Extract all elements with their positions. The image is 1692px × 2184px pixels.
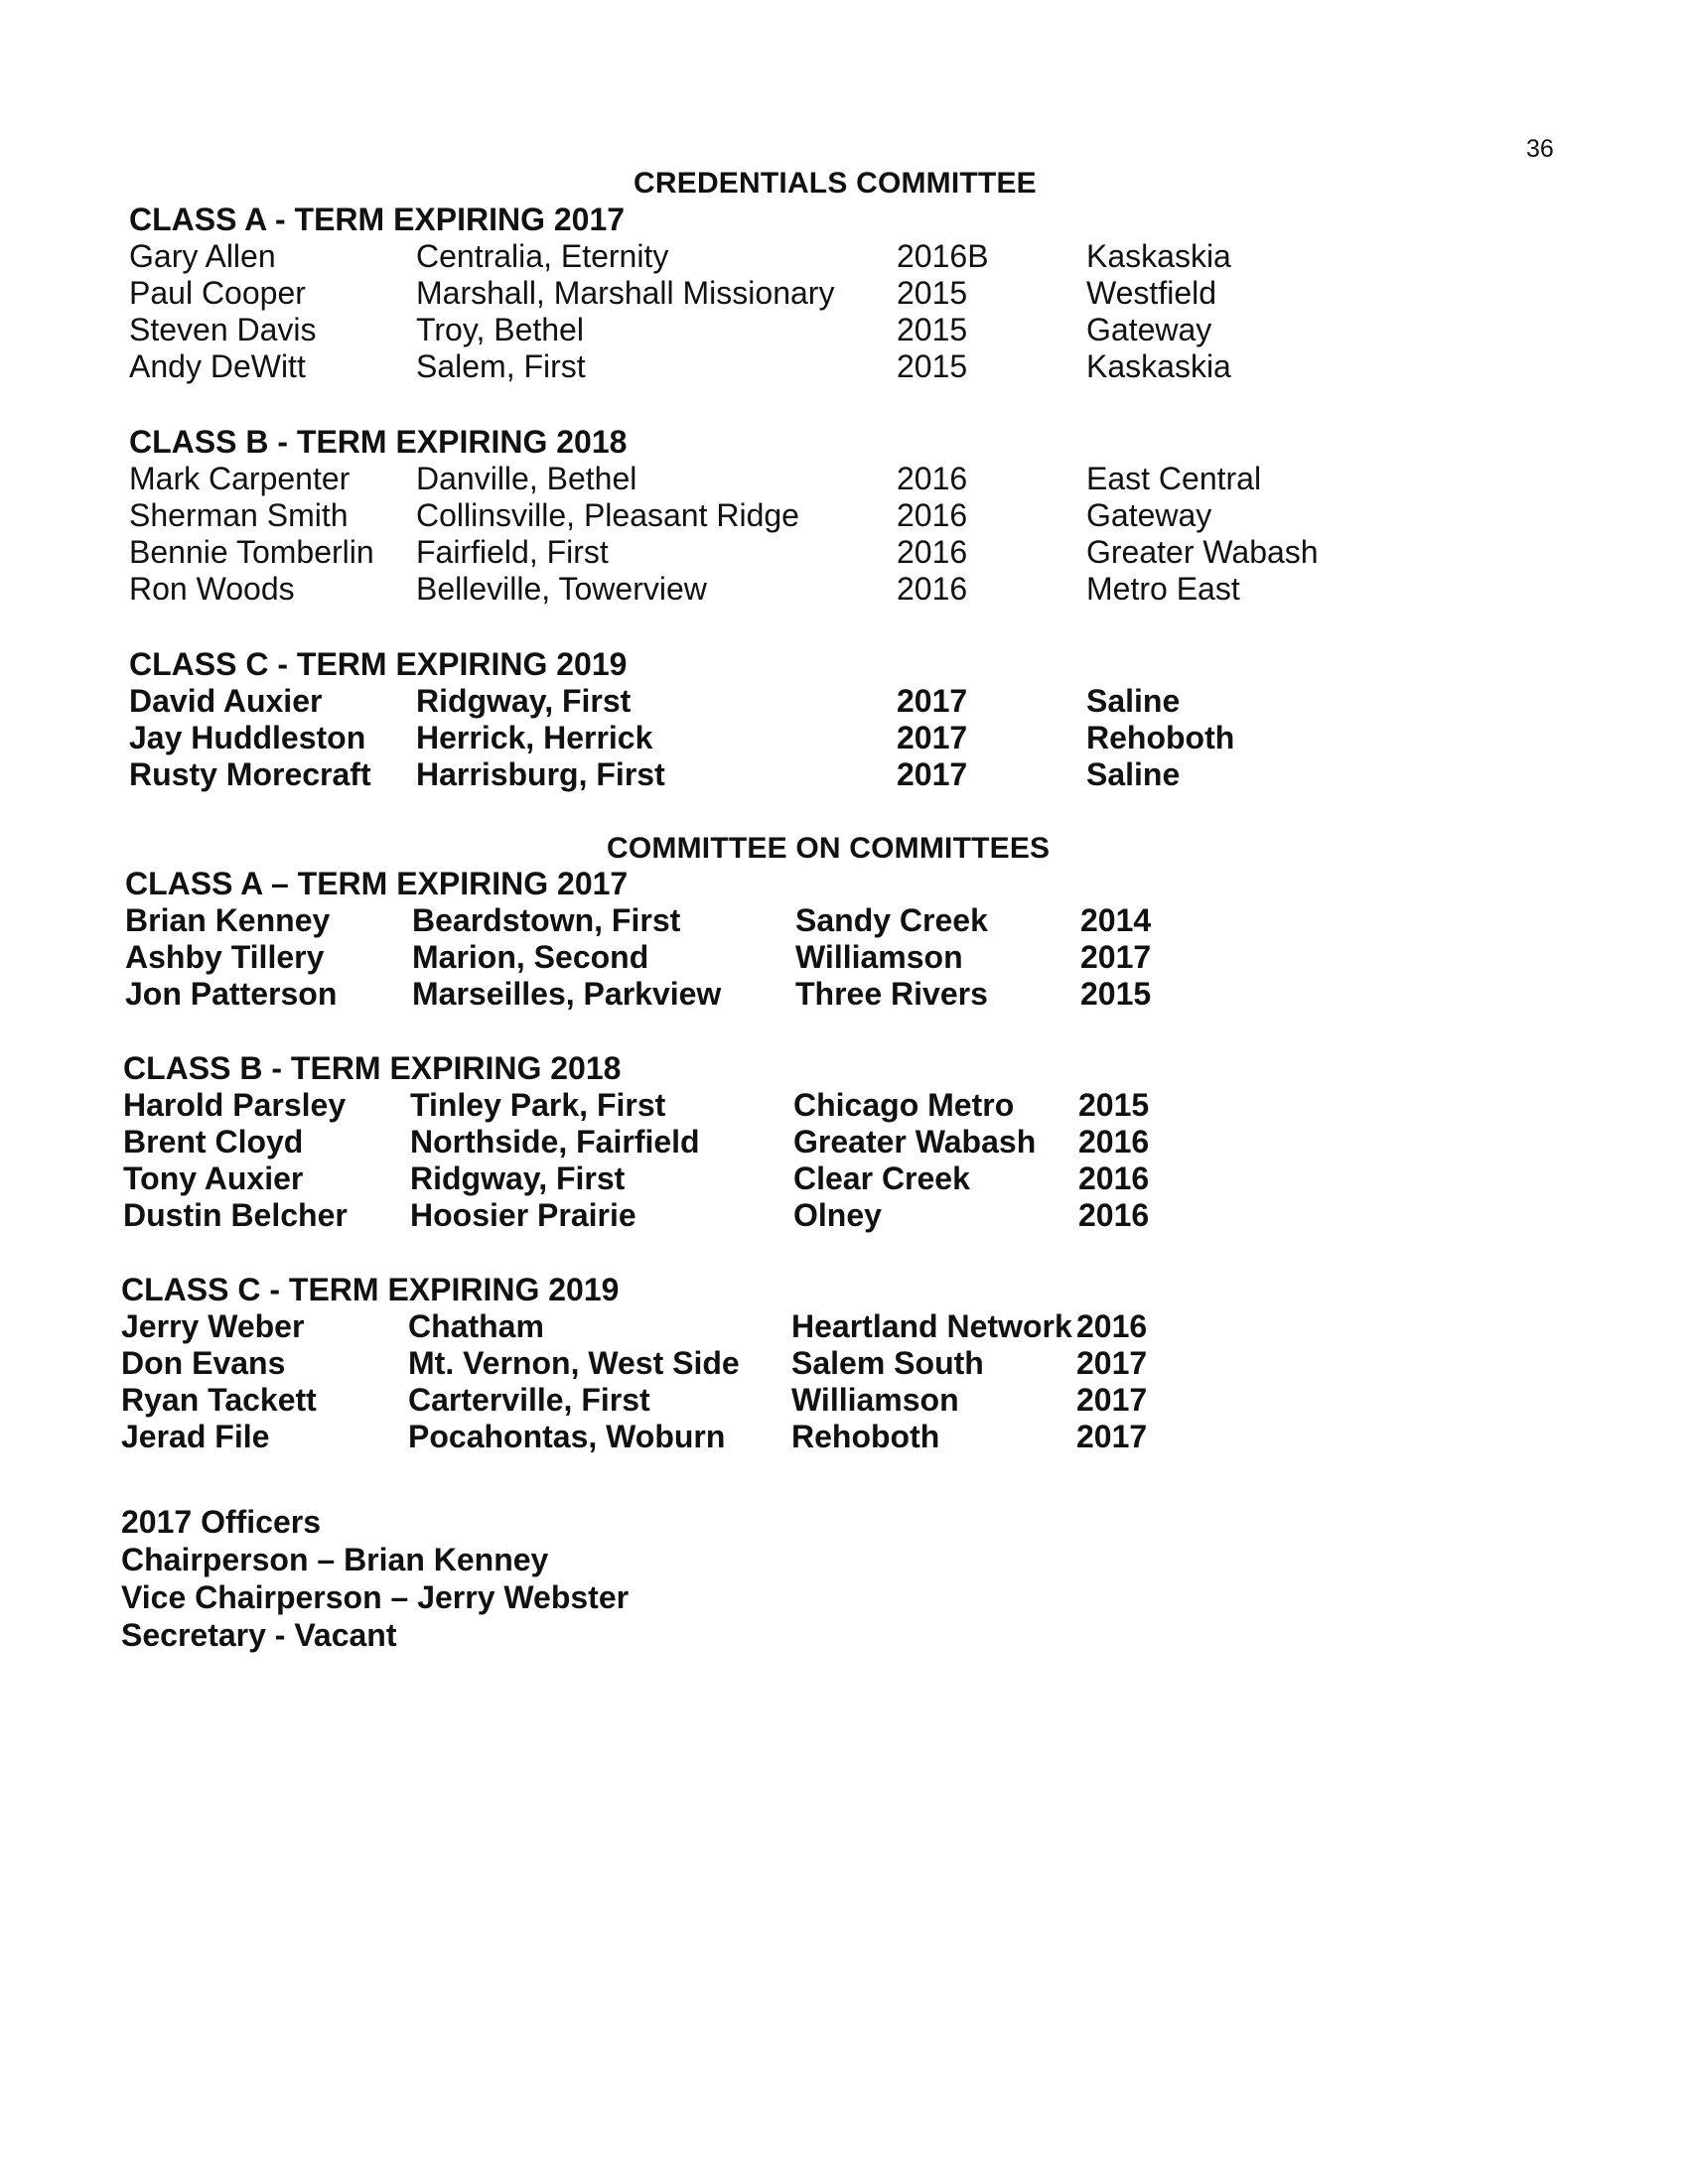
member-church: Fairfield, First: [416, 534, 609, 570]
officers-heading: 2017 Officers: [121, 1504, 322, 1540]
member-association: Greater Wabash: [793, 1124, 1037, 1160]
member-church: Mt. Vernon, West Side: [408, 1345, 740, 1381]
member-year: 2017: [897, 683, 968, 719]
member-name: Harold Parsley: [123, 1087, 347, 1123]
member-church: Harrisburg, First: [416, 756, 665, 792]
member-year: 2015: [897, 312, 968, 347]
member-church: Belleville, Towerview: [416, 571, 707, 607]
member-name: David Auxier: [129, 683, 323, 719]
member-association: Gateway: [1086, 312, 1212, 347]
member-association: Heartland Network: [791, 1308, 1072, 1344]
member-church: Marseilles, Parkview: [412, 976, 722, 1012]
member-association: Saline: [1086, 756, 1181, 792]
member-association: Kaskaskia: [1086, 238, 1231, 274]
member-year: 2016: [897, 534, 968, 570]
credentials-class-c-heading: CLASS C - TERM EXPIRING 2019: [129, 646, 628, 682]
member-name: Dustin Belcher: [123, 1197, 348, 1233]
member-church: Troy, Bethel: [416, 312, 584, 347]
member-name: Rusty Morecraft: [129, 756, 371, 792]
member-association: Three Rivers: [795, 976, 988, 1012]
member-association: Gateway: [1086, 497, 1212, 533]
member-association: Clear Creek: [793, 1160, 970, 1196]
member-church: Carterville, First: [408, 1382, 650, 1418]
member-church: Pocahontas, Woburn: [408, 1419, 726, 1454]
member-association: Rehoboth: [791, 1419, 940, 1454]
member-name: Sherman Smith: [129, 497, 349, 533]
member-year: 2015: [1078, 1087, 1150, 1123]
member-name: Paul Cooper: [129, 275, 306, 311]
member-name: Jerad File: [121, 1419, 270, 1454]
member-name: Jay Huddleston: [129, 720, 366, 755]
member-name: Don Evans: [121, 1345, 286, 1381]
member-year: 2017: [1076, 1382, 1148, 1418]
member-association: East Central: [1086, 461, 1262, 496]
member-name: Brian Kenney: [125, 902, 331, 938]
member-name: Mark Carpenter: [129, 461, 351, 496]
member-year: 2014: [1080, 902, 1152, 938]
member-year: 2016B: [897, 238, 989, 274]
member-association: Westfield: [1086, 275, 1217, 311]
officer-secretary: Secretary - Vacant: [121, 1617, 397, 1653]
member-church: Northside, Fairfield: [410, 1124, 700, 1160]
member-church: Ridgway, First: [416, 683, 632, 719]
member-association: Williamson: [795, 939, 963, 975]
member-association: Olney: [793, 1197, 882, 1233]
member-year: 2016: [1078, 1124, 1150, 1160]
member-church: Centralia, Eternity: [416, 238, 669, 274]
member-year: 2017: [897, 756, 968, 792]
committees-class-a-heading: CLASS A – TERM EXPIRING 2017: [125, 866, 629, 901]
member-church: Salem, First: [416, 348, 586, 384]
member-year: 2016: [1076, 1308, 1148, 1344]
member-church: Collinsville, Pleasant Ridge: [416, 497, 799, 533]
committees-class-c-heading: CLASS C - TERM EXPIRING 2019: [121, 1272, 620, 1307]
member-year: 2016: [897, 461, 968, 496]
officer-vice-chairperson: Vice Chairperson – Jerry Webster: [121, 1579, 630, 1615]
page-number: 36: [1526, 135, 1554, 163]
member-name: Brent Cloyd: [123, 1124, 304, 1160]
member-association: Sandy Creek: [795, 902, 988, 938]
committee-on-committees-title: COMMITTEE ON COMMITTEES: [607, 832, 1051, 865]
member-association: Kaskaskia: [1086, 348, 1231, 384]
member-year: 2016: [897, 497, 968, 533]
member-year: 2016: [1078, 1197, 1150, 1233]
member-association: Rehoboth: [1086, 720, 1235, 755]
committees-class-b-heading: CLASS B - TERM EXPIRING 2018: [123, 1050, 622, 1086]
member-church: Danville, Bethel: [416, 461, 637, 496]
member-name: Ryan Tackett: [121, 1382, 317, 1418]
member-association: Williamson: [791, 1382, 959, 1418]
member-church: Marion, Second: [412, 939, 649, 975]
member-name: Gary Allen: [129, 238, 276, 274]
member-name: Tony Auxier: [123, 1160, 304, 1196]
member-church: Hoosier Prairie: [410, 1197, 636, 1233]
member-name: Bennie Tomberlin: [129, 534, 374, 570]
member-year: 2016: [1078, 1160, 1150, 1196]
officers-block: [121, 1503, 629, 1654]
member-year: 2015: [897, 275, 968, 311]
member-association: Saline: [1086, 683, 1181, 719]
member-name: Steven Davis: [129, 312, 317, 347]
member-association: Greater Wabash: [1086, 534, 1319, 570]
member-year: 2017: [1076, 1419, 1148, 1454]
member-name: Jon Patterson: [125, 976, 338, 1012]
member-year: 2015: [1080, 976, 1152, 1012]
credentials-committee-title: CREDENTIALS COMMITTEE: [634, 167, 1037, 200]
member-church: Marshall, Marshall Missionary: [416, 275, 835, 311]
credentials-class-a-heading: CLASS A - TERM EXPIRING 2017: [129, 202, 626, 237]
member-year: 2015: [897, 348, 968, 384]
member-association: Chicago Metro: [793, 1087, 1015, 1123]
officer-chairperson: Chairperson – Brian Kenney: [121, 1542, 549, 1577]
member-church: Tinley Park, First: [410, 1087, 666, 1123]
member-church: Beardstown, First: [412, 902, 681, 938]
member-association: Salem South: [791, 1345, 984, 1381]
member-church: Herrick, Herrick: [416, 720, 653, 755]
member-name: Jerry Weber: [121, 1308, 305, 1344]
member-name: Andy DeWitt: [129, 348, 306, 384]
member-year: 2017: [897, 720, 968, 755]
member-name: Ron Woods: [129, 571, 295, 607]
member-church: Ridgway, First: [410, 1160, 626, 1196]
member-year: 2016: [897, 571, 968, 607]
member-year: 2017: [1080, 939, 1152, 975]
member-church: Chatham: [408, 1308, 544, 1344]
member-association: Metro East: [1086, 571, 1240, 607]
member-name: Ashby Tillery: [125, 939, 325, 975]
credentials-class-b-heading: CLASS B - TERM EXPIRING 2018: [129, 424, 628, 460]
member-year: 2017: [1076, 1345, 1148, 1381]
